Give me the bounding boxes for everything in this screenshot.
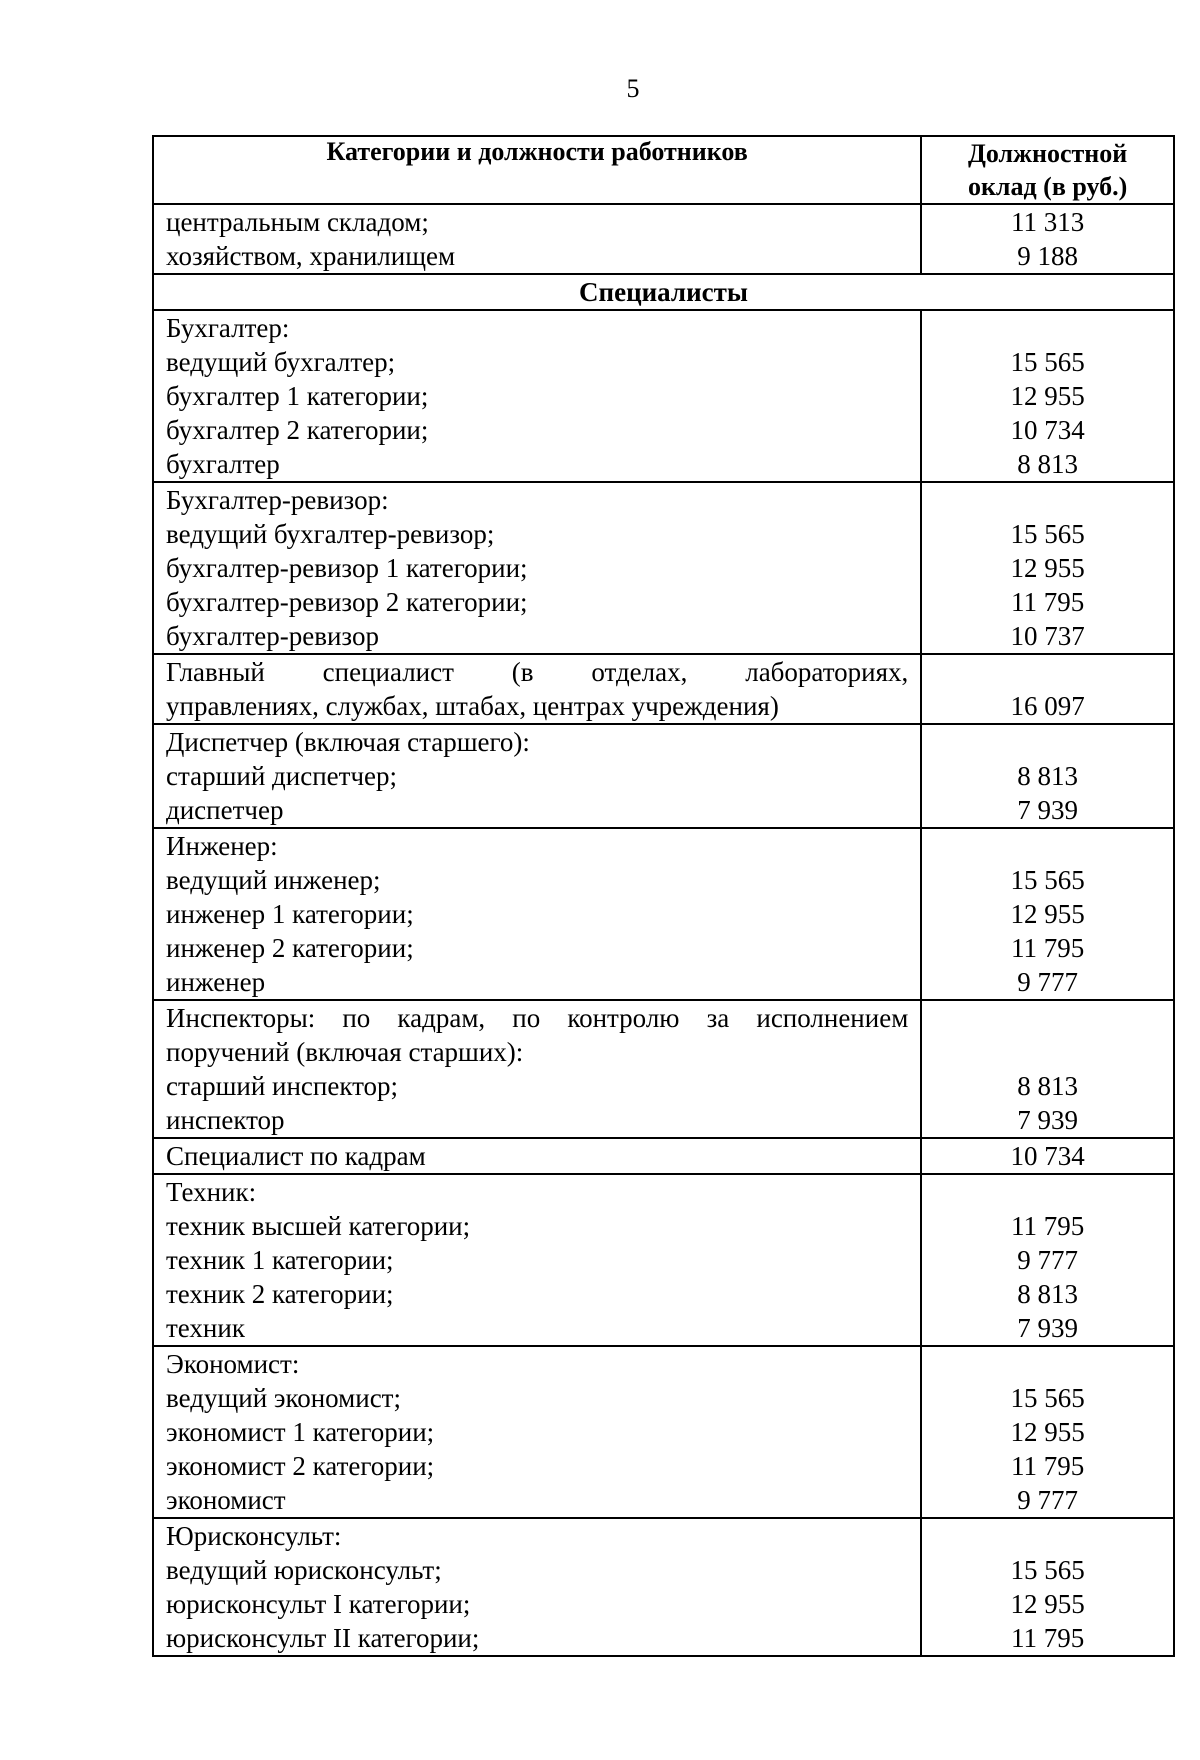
empty-salary [922,311,1173,345]
position-name: бухгалтер 1 категории; [166,381,429,411]
salary-value: 12 955 [1010,899,1085,929]
salary-value: 11 795 [1011,1451,1085,1481]
table-row [153,310,1174,482]
salary-value: 15 565 [1010,865,1085,895]
group-title: Бухгалтер-ревизор: [166,485,389,515]
position-name: ведущий юрисконсульт; [166,1555,442,1585]
position-name: инженер [166,967,266,997]
position-name: бухгалтер [166,449,280,479]
position-name: управлениях, службах, штабах, центрах учреждения) [166,691,779,721]
position-name: экономист 2 категории; [166,1451,435,1481]
position-name: ведущий инженер; [166,865,381,895]
position-name: техник высшей категории; [166,1211,471,1241]
position-name: ведущий экономист; [166,1383,401,1413]
salary-cell [921,654,1174,724]
section-title: Специалисты [153,274,1174,310]
salary-value: 12 955 [1010,1417,1085,1447]
salary-value: 8 813 [1017,1071,1079,1101]
salary-value: 7 939 [1017,795,1079,825]
position-name: юрисконсульт I категории; [166,1589,471,1619]
empty-salary [922,1001,1173,1035]
page-number: 5 [626,74,640,103]
group-title: Юрисконсульт: [166,1521,342,1551]
column-header-salary-line2: оклад (в руб.) [967,172,1128,201]
position-cell [153,724,921,828]
empty-salary [922,1347,1173,1381]
salary-value: 7 939 [1017,1313,1079,1343]
table-row [153,724,1174,828]
position-name: старший диспетчер; [166,761,398,791]
salary-value: 15 565 [1010,1555,1085,1585]
salary-value: 12 955 [1010,553,1085,583]
salary-value: 12 955 [1010,381,1085,411]
empty-salary [922,829,1173,863]
empty-salary [922,1175,1173,1209]
salary-cell [921,310,1174,482]
position-name: старший инспектор; [166,1071,399,1101]
column-header-positions: Категории и должности работников [153,136,921,204]
salary-value: 10 734 [1010,415,1085,445]
position-name: экономист 1 категории; [166,1417,435,1447]
salary-cell [921,1346,1174,1518]
empty-salary [922,725,1173,759]
group-title: Главный специалист (в отделах, лабораториях, [166,657,909,687]
salary-value: 9 777 [1017,1245,1079,1275]
table-row [153,1518,1174,1656]
salary-value: 11 795 [1011,587,1085,617]
group-title: поручений (включая старших): [166,1037,524,1067]
table-row [153,828,1174,1000]
group-title: Экономист: [166,1349,300,1379]
position-cell [153,828,921,1000]
position-cell [153,310,921,482]
group-title: Инженер: [166,831,278,861]
table-row [153,654,1174,724]
salary-value: 16 097 [1010,691,1085,721]
position-name: ведущий бухгалтер; [166,347,396,377]
salary-value: 11 795 [1011,933,1085,963]
salary-cell [921,1518,1174,1656]
position-name: техник 1 категории; [166,1245,394,1275]
salary-cell [921,204,1174,274]
position-cell [153,654,921,724]
table-header-row [153,136,1174,204]
empty-salary [922,483,1173,517]
column-header-salary [921,136,1174,204]
group-title: Бухгалтер: [166,313,290,343]
salary-cell [921,482,1174,654]
salary-value: 8 813 [1017,1279,1079,1309]
position-cell [153,1518,921,1656]
salary-cell [921,1138,1174,1174]
table-row [153,1174,1174,1346]
empty-salary [922,1035,1173,1069]
salary-value: 9 188 [1017,241,1079,271]
salary-value: 12 955 [1010,1589,1085,1619]
salary-value: 15 565 [1010,1383,1085,1413]
position-name: центральным складом; [166,207,429,237]
salary-value: 10 737 [1010,621,1085,651]
position-cell [153,1000,921,1138]
salary-value: 8 813 [1017,449,1079,479]
position-name: бухгалтер 2 категории; [166,415,429,445]
salary-value: 11 795 [1011,1623,1085,1653]
table-row [153,204,1174,274]
salary-value: 8 813 [1017,761,1079,791]
empty-salary [922,1519,1173,1553]
position-name: инженер 2 категории; [166,933,414,963]
position-name: хозяйством, хранилищем [166,241,456,271]
salary-table [152,135,1175,1657]
table-row [153,1346,1174,1518]
column-header-salary-line1: Должностной [968,139,1128,168]
table-row [153,1138,1174,1174]
salary-value: 9 777 [1017,1485,1079,1515]
position-name: Специалист по кадрам [166,1141,426,1171]
group-title: Техник: [166,1177,257,1207]
salary-value: 11 313 [1011,207,1085,237]
position-name: бухгалтер-ревизор [166,621,379,651]
salary-cell [921,828,1174,1000]
salary-value: 15 565 [1010,519,1085,549]
position-cell [153,1346,921,1518]
position-name: бухгалтер-ревизор 1 категории; [166,553,528,583]
position-cell [153,1138,921,1174]
position-name: диспетчер [166,795,284,825]
position-name: техник [166,1313,245,1343]
position-cell [153,1174,921,1346]
position-cell [153,204,921,274]
position-name: инженер 1 категории; [166,899,414,929]
group-title: Инспекторы: по кадрам, по контролю за исполнением [166,1003,909,1033]
salary-value: 11 795 [1011,1211,1085,1241]
position-name: экономист [166,1485,286,1515]
position-cell [153,482,921,654]
position-name: юрисконсульт II категории; [166,1623,480,1653]
salary-value: 10 734 [1010,1141,1085,1171]
empty-salary [922,655,1173,689]
group-title: Диспетчер (включая старшего): [166,727,530,757]
position-name: ведущий бухгалтер-ревизор; [166,519,495,549]
table-row [153,1000,1174,1138]
salary-cell [921,1174,1174,1346]
section-row [153,274,1174,310]
salary-value: 7 939 [1017,1105,1079,1135]
position-name: техник 2 категории; [166,1279,394,1309]
position-name: инспектор [166,1105,285,1135]
salary-value: 15 565 [1010,347,1085,377]
position-name: бухгалтер-ревизор 2 категории; [166,587,528,617]
salary-cell [921,1000,1174,1138]
table-row [153,482,1174,654]
salary-value: 9 777 [1017,967,1079,997]
salary-cell [921,724,1174,828]
